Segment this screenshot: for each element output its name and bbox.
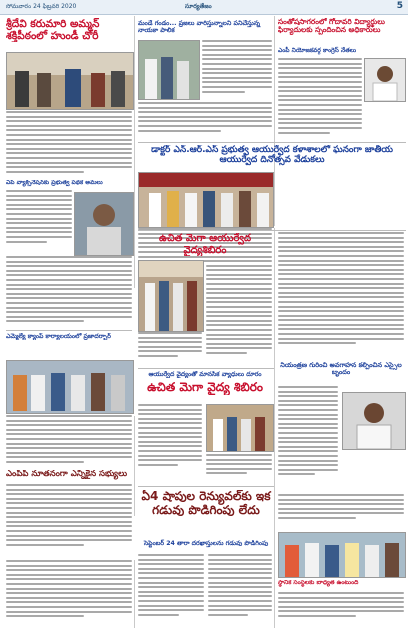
article-body <box>278 232 404 360</box>
column-rule <box>134 560 135 628</box>
article-body <box>202 40 272 102</box>
article-headline: నియంత్రణ గురించి అవగాహన కల్పించిన ఎస్సైల బృందం <box>280 362 402 377</box>
article-body <box>278 592 404 626</box>
article-body <box>6 256 132 330</box>
divider <box>138 142 406 143</box>
column-rule <box>274 228 275 628</box>
article-body <box>138 554 204 626</box>
article-photo <box>206 404 274 452</box>
divider <box>138 368 274 369</box>
article-photo <box>6 52 134 110</box>
page-number: 5 <box>396 1 403 11</box>
portrait-photo <box>364 58 406 102</box>
header-date: సోమవారం 24 ఫిబ్రవరి 2020 <box>6 3 77 10</box>
column-rule <box>134 16 135 288</box>
article-body <box>6 190 72 250</box>
article-headline: డాక్టర్ ఎన్.ఆర్.ఎస్ ప్రభుత్వ ఆయుర్వేద కళాశాలలో ఘనంగా జాతీయ ఆయుర్వేద దినోత్సవ వేడుకలు <box>151 145 393 166</box>
divider <box>138 230 406 231</box>
article-headline: ఏ4 షాపుల రెన్యువల్‌కు ఇక గడువు పొడిగింపు లేదు <box>141 490 271 517</box>
divider <box>138 486 274 487</box>
article-photo <box>138 172 274 228</box>
article-headline: ఎమ్మెల్యే క్యాంప్ కార్యాలయంలో ప్రజాదర్బార్ <box>6 333 111 340</box>
article-body <box>208 554 272 626</box>
article-body <box>138 332 202 366</box>
article-byline: ఎంపీ నియోజకవర్గ కాంగ్రెస్ నేతలు <box>278 47 357 54</box>
article-photo <box>278 532 406 578</box>
article-headline: ఉచిత మెగా ఆయుర్వేద వైద్యశిబిరం <box>158 233 252 256</box>
article-body <box>138 102 272 138</box>
page-header <box>0 0 408 15</box>
article-photo <box>6 360 134 414</box>
article-headline: ఏపీ వ్యాక్సినేషన్‌కు ప్రభుత్వ పథక అమలు <box>6 180 103 186</box>
article-body <box>6 560 132 626</box>
article-headline: శ్రీదేవి కరుమారి అమ్మన్ శక్తిపీఠంలో హుండీ చోరీ <box>6 18 100 43</box>
article-headline: సంతోషసాగరంలో గోదావరి విద్యార్థులు ఫిర్యాదులకు స్పందించిన అధికారులు <box>278 18 385 35</box>
column-rule <box>134 416 135 516</box>
portrait-photo <box>342 392 406 450</box>
article-headline: ఉచిత మెగా వైద్య శిబిరం <box>147 381 263 394</box>
article-kicker: ఎంపీపీ నూతనంగా ఎన్నికైన సభ్యులు <box>6 470 128 479</box>
article-body <box>278 58 362 142</box>
article-body <box>278 494 404 528</box>
article-body <box>206 454 272 482</box>
paper-name: సూర్యతేజం <box>185 3 212 10</box>
article-photo <box>138 260 204 332</box>
article-photo <box>138 40 200 100</box>
article-body <box>206 260 272 366</box>
article-body <box>138 404 202 478</box>
article-body <box>6 415 132 467</box>
column-rule <box>274 16 275 226</box>
article-subhead: సెప్టెంబర్ 24 తారా దరఖాస్తులను గడువు పొడిగింపు <box>143 540 269 547</box>
article-body <box>278 386 338 490</box>
article-headline: మండే గండం... ప్రజలు వారిస్తున్నాలని పనిచేస్తున్న నాయకా పాలిక <box>138 20 261 35</box>
article-kicker: ఆయుర్వేద వైద్యంతో మానసిక వ్యాధులు దూరం <box>148 371 262 378</box>
article-body <box>6 484 132 556</box>
article-headline: స్థానిక సంస్థలకు బాధ్యత ఉంటుంది <box>278 580 359 586</box>
divider <box>6 330 132 331</box>
portrait-photo <box>74 192 134 256</box>
article-body <box>6 111 132 179</box>
